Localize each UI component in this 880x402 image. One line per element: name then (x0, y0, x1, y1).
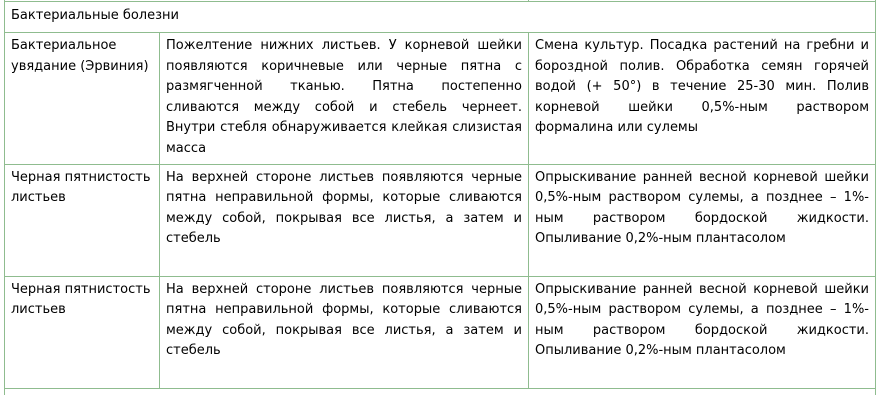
section-title: Бактериальные болезни (4, 1, 876, 32)
disease-measures: Опрыскивание ранней весной корневой шейки 0,5%-ным раствором сулемы, а позднее – 1%-ным раствором бордоской жидкости. Опыливание 0,2%-ным плантасолом (528, 164, 876, 276)
disease-table (4, 0, 876, 395)
disease-name: Бактериальное увядание (Эрвиния) (4, 32, 159, 164)
disease-name: Черная пятнистость листьев (4, 276, 159, 388)
table-row (4, 276, 876, 388)
bottom-spacer-row (4, 388, 876, 395)
disease-symptoms: На верхней стороне листьев появляются черные пятна неправильной формы, которые сливаются между собой, покрывая все листья, а затем и стебель (159, 276, 528, 388)
disease-name: Черная пятнистость листьев (4, 164, 159, 276)
disease-symptoms: Пожелтение нижних листьев. У корневой шейки появляются коричневые или черные пятна с размягченной тканью. Пятна постепенно сливаются между собой и стебель чернеет. Внутри стебля обнаруживается клейкая слизистая масса (159, 32, 528, 164)
table-row (4, 164, 876, 276)
disease-measures: Опрыскивание ранней весной корневой шейки 0,5%-ным раствором сулемы, а позднее – 1%-ным раствором бордоской жидкости. Опыливание 0,2%-ным плантасолом (528, 276, 876, 388)
table-row (4, 32, 876, 164)
disease-symptoms: На верхней стороне листьев появляются черные пятна неправильной формы, которые сливаются между собой, покрывая все листья, а затем и стебель (159, 164, 528, 276)
disease-measures: Смена культур. Посадка растений на гребни и бороздной полив. Обработка семян горячей водой (+ 50°) в течение 25-30 мин. Полив корневой шейки 0,5%-ным раствором формалина или сулемы (528, 32, 876, 164)
section-header-row (4, 1, 876, 32)
